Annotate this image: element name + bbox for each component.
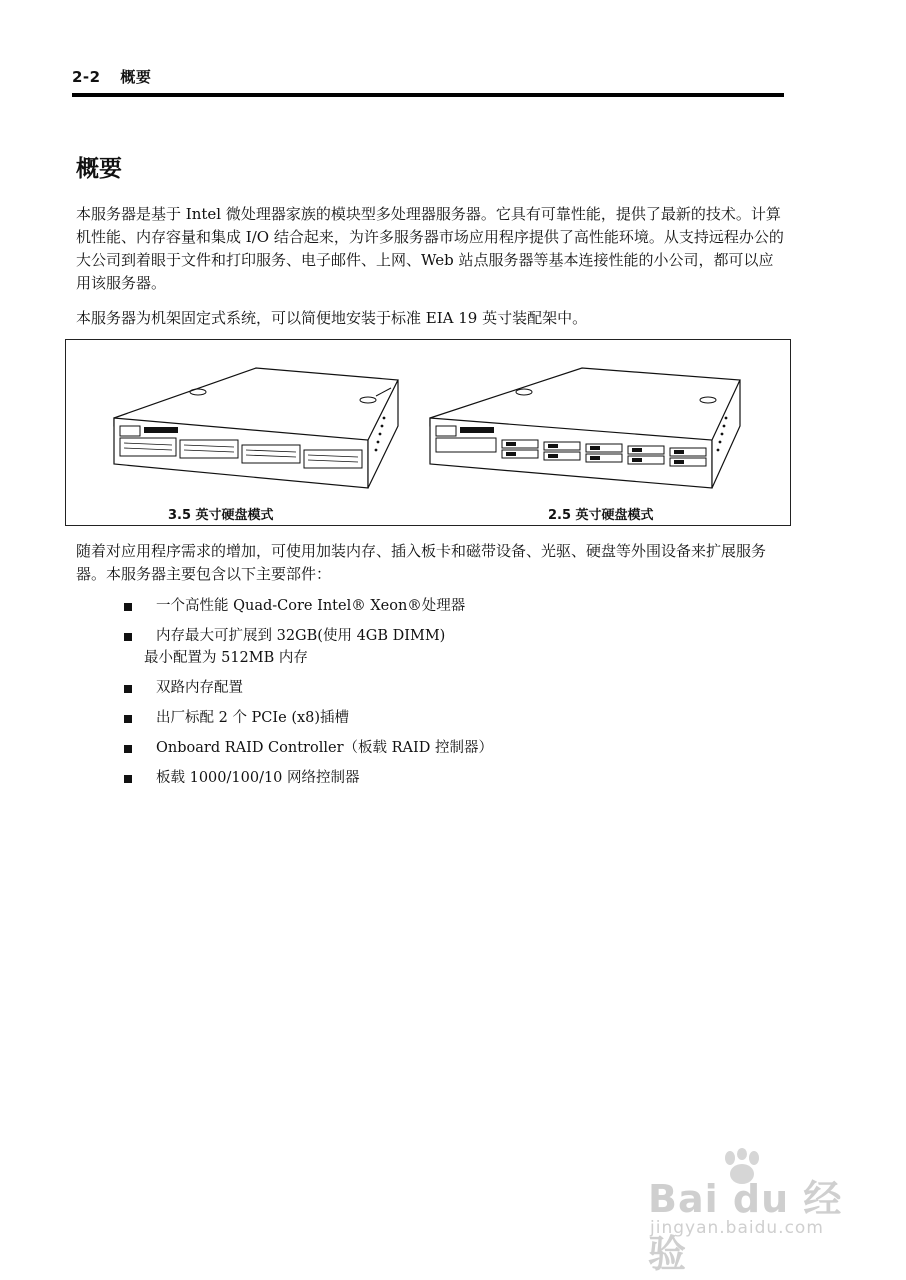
- bullet-square-icon: [124, 633, 132, 641]
- list-item: [124, 737, 493, 759]
- server-figure: [65, 339, 791, 526]
- list-item-text: 板载 1000/100/10 网络控制器: [156, 770, 360, 786]
- list-item-text: 双路内存配置: [156, 680, 243, 696]
- feature-list: [124, 595, 493, 797]
- watermark-url: jingyan.baidu.com: [650, 1218, 824, 1238]
- list-item-text: 内存最大可扩展到 32GB(使用 4GB DIMM): [156, 628, 446, 644]
- section-number: 2-2: [72, 68, 101, 86]
- list-item: [124, 707, 493, 729]
- list-item: [124, 595, 493, 617]
- list-item: [124, 625, 493, 669]
- list-item-text: 一个高性能 Quad-Core Intel® Xeon®处理器: [156, 598, 466, 614]
- intro-paragraph: 本服务器是基于 Intel 微处理器家族的模块型多处理器服务器。它具有可靠性能，提供了最新的技术。计算机性能、内存容量和集成 I/O 结合起来，为许多服务器市场应用程序提供了高性能环境。从支持远程办公的大公司到着眼于文件和打印服务、电子邮件、上网、Web 站点服务器等基本连接性能的小公司，都可以应用该服务器。: [76, 205, 784, 292]
- server-illustration-2-5: [422, 348, 752, 498]
- expansion-paragraph: 随着对应用程序需求的增加，可使用加装内存、插入板卡和磁带设备、光驱、硬盘等外围设备来扩展服务器。本服务器主要包含以下主要部件：: [76, 542, 767, 583]
- bullet-square-icon: [124, 775, 132, 783]
- list-item-text: 出厂标配 2 个 PCIe (x8)插槽: [156, 710, 350, 726]
- page-header: [72, 66, 151, 87]
- server-illustration-3-5: [106, 348, 406, 498]
- bullet-square-icon: [124, 685, 132, 693]
- rack-paragraph: 本服务器为机架固定式系统，可以简便地安装于标准 EIA 19 英寸装配架中。: [76, 309, 588, 327]
- page-title: 概要: [76, 156, 122, 182]
- watermark-brand: Bai du 经验: [648, 1177, 843, 1276]
- caption-3-5-inch: 3.5 英寸硬盘模式: [168, 508, 274, 523]
- list-item-subtext: 最小配置为 512MB 内存: [144, 650, 308, 666]
- caption-2-5-inch: 2.5 英寸硬盘模式: [548, 508, 654, 523]
- header-rule: [72, 93, 784, 97]
- list-item: [124, 677, 493, 699]
- bullet-square-icon: [124, 603, 132, 611]
- section-title: 概要: [120, 68, 152, 86]
- list-item: [124, 767, 493, 789]
- baidu-watermark: [648, 1148, 860, 1276]
- bullet-square-icon: [124, 745, 132, 753]
- bullet-square-icon: [124, 715, 132, 723]
- list-item-text: Onboard RAID Controller（板载 RAID 控制器）: [156, 740, 493, 756]
